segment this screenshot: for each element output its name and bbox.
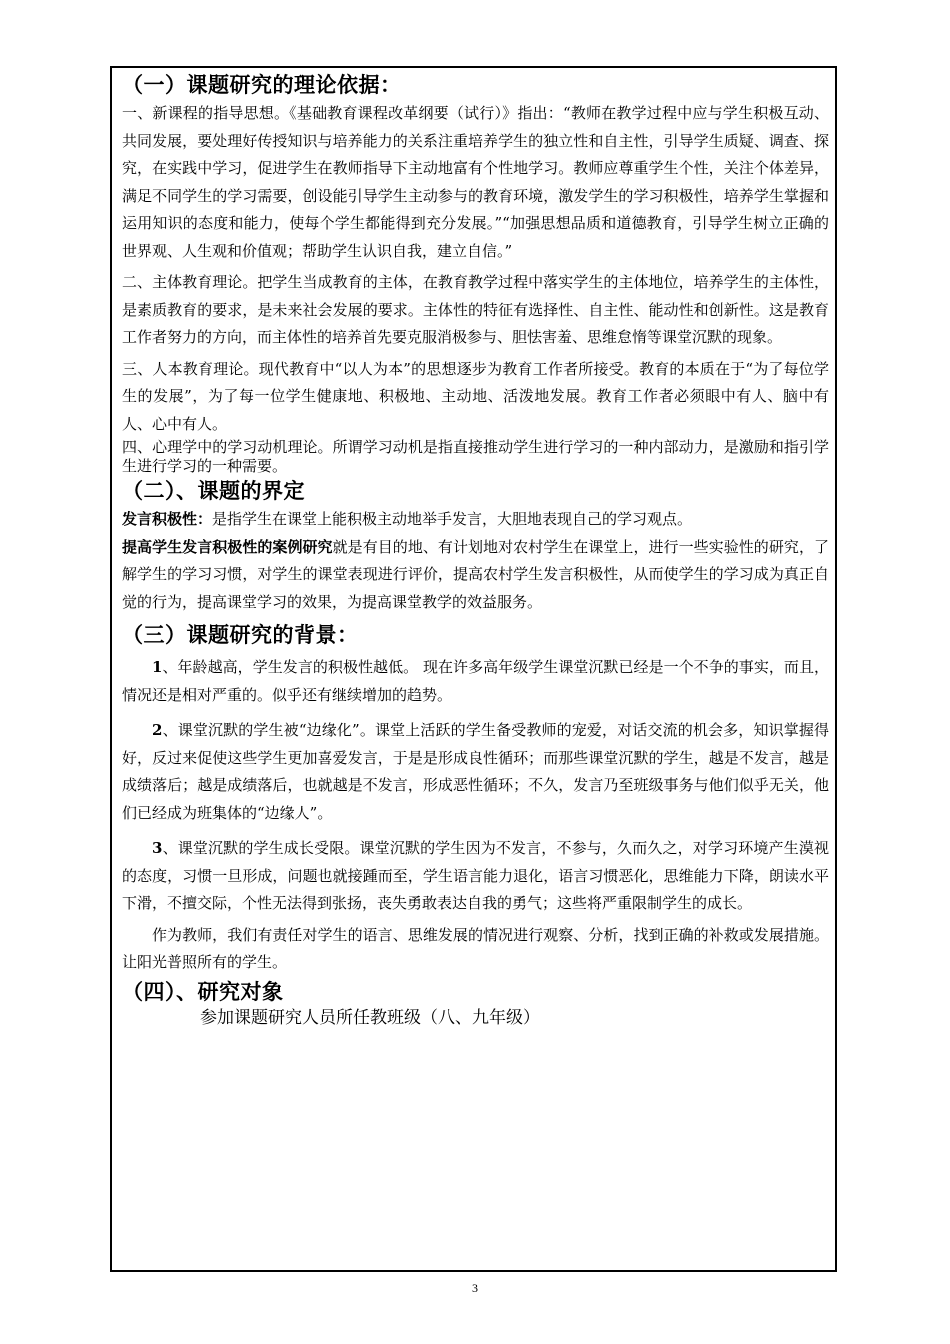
section-1-paragraph-4: 四、心理学中的学习动机理论。所谓学习动机是指直接推动学生进行学习的一种内部动力，是激励和指引学生进行学习的一种需要。 [122, 438, 829, 475]
background-item-1 [122, 654, 829, 709]
section-1-paragraph-3: 三、人本教育理论。现代教育中“以人为本”的思想逐步为教育工作者所接受。教育的本质在于“为了每位学生的发展”，为了每一位学生健康地、积极地、主动地、活泼地发展。教育工作者必须眼中有人、脑中有人、心中有人。 [122, 359, 829, 433]
definition-2 [122, 534, 829, 617]
background-item-3-number: 3 [152, 839, 163, 857]
background-item-2 [122, 717, 829, 827]
research-subjects: 参加课题研究人员所任教班级（八、九年级） [200, 1007, 540, 1028]
content-frame [110, 66, 837, 1272]
background-closing: 作为教师，我们有责任对学生的语言、思维发展的情况进行观察、分析，找到正确的补救或发展措施。让阳光普照所有的学生。 [122, 925, 829, 971]
section-1-title: （一）课题研究的理论依据： [122, 72, 402, 97]
background-item-1-number: 1 [152, 658, 163, 676]
page-number: 3 [472, 1281, 478, 1295]
section-1-paragraph-1: 一、新课程的指导思想。《基础教育课程改革纲要（试行）》指出：“教师在教学过程中应与学生积极互动、共同发展，要处理好传授知识与培养能力的关系注重培养学生的独立性和自主性，引导学生质疑、调查、探究，在实践中学习，促进学生在教师指导下主动地富有个性地学习。教师应尊重学生个性，关注个体差异，满足不同学生的学习需要，创设能引导学生主动参与的教育环境，激发学生的学习积极性，培养学生掌握和运用知识的态度和能力，使每个学生都能得到充分发展。”“加强思想品质和道德教育，引导学生树立正确的世界观、人生观和价值观；帮助学生认识自我，建立自信。” [122, 104, 829, 260]
section-3-title: （三）课题研究的背景： [122, 622, 359, 647]
definition-1 [122, 506, 829, 534]
background-item-3-text: 、课堂沉默的学生成长受限。课堂沉默的学生因为不发言，不参与，久而久之，对学习环境产生漠视的态度，习惯一旦形成，问题也就接踵而至，学生语言能力退化，语言习惯恶化，思维能力下降，朗读水平下滑，不擅交际，个性无法得到张扬，丧失勇敢表达自我的勇气；这些将严重限制学生的成长。 [122, 839, 829, 912]
definition-2-text: 就是有目的地、有计划地对农村学生在课堂上，进行一些实验性的研究，了解学生的学习习惯，对学生的课堂表现进行评价，提高农村学生发言积极性，从而使学生的学习成为真正自觉的行为，提高课堂学习的效果，为提高课堂教学的效益服务。 [122, 537, 829, 611]
background-item-3 [122, 835, 829, 918]
definition-2-term: 提高学生发言积极性的案例研究 [122, 537, 333, 556]
document-body [122, 70, 829, 1029]
background-item-2-text: 、课堂沉默的学生被“边缘化”。课堂上活跃的学生备受教师的宠爱，对话交流的机会多，知识掌握得好，反过来促使这些学生更加喜爱发言，于是是形成良性循环；而那些课堂沉默的学生，越是不发言，越是成绩落后；越是成绩落后，也就越是不发言，形成恶性循环；不久，发言乃至班级事务与他们似乎无关，他们已经成为班集体的“边缘人”。 [122, 721, 829, 822]
section-2-title: （二）、课题的界定 [122, 478, 305, 503]
background-item-1-text: 、年龄越高，学生发言的积极性越低。 现在许多高年级学生课堂沉默已经是一个不争的事实，而且，情况还是相对严重的。似乎还有继续增加的趋势。 [122, 658, 829, 704]
section-1-paragraph-2: 二、主体教育理论。把学生当成教育的主体，在教育教学过程中落实学生的主体地位，培养学生的主体性，是素质教育的要求，是未来社会发展的要求。主体性的特征有选择性、自主性、能动性和创新性。这是教育工作者努力的方向，而主体性的培养首先要克服消极参与、胆怯害羞、思维怠惰等课堂沉默的现象。 [122, 273, 829, 346]
background-item-2-number: 2 [152, 721, 163, 739]
definition-1-term: 发言积极性： [122, 510, 213, 528]
section-4-title: （四）、研究对象 [122, 978, 284, 1004]
definition-1-text: 是指学生在课堂上能积极主动地举手发言，大胆地表现自己的学习观点。 [212, 510, 693, 528]
